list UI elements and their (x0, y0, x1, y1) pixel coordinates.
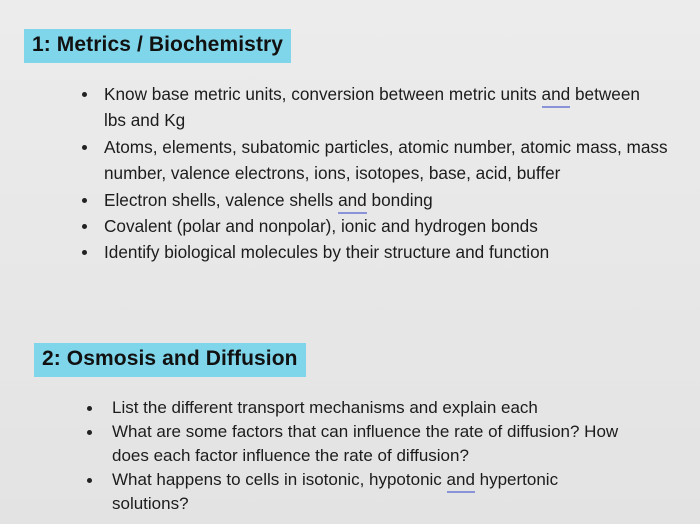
section-1-title: 1: Metrics / Biochemistry (24, 29, 291, 63)
list-item (104, 187, 698, 213)
item-text-end: bonding (366, 190, 433, 210)
underlined-word: and (338, 190, 367, 210)
item-text-end: hypertonic solutions? (112, 470, 559, 513)
item-text-end: between lbs and Kg (104, 84, 640, 130)
underlined-word: and (446, 470, 475, 489)
underlined-word: and (541, 84, 571, 104)
list-item (112, 420, 652, 468)
bullet-icon (87, 478, 92, 483)
section-2-topic-list (112, 396, 692, 516)
bullet-icon (82, 224, 87, 229)
list-item (104, 134, 698, 186)
item-text: Identify biological molecules by their structure and function (104, 242, 550, 262)
item-text: Atoms, elements, subatomic particles, atomic number, atomic mass, mass number, valence electrons, ions, isotopes, base, acid, buffer (104, 137, 668, 183)
section-2-title: 2: Osmosis and Diffusion (34, 343, 306, 377)
section-1-topic-list (104, 81, 698, 265)
bullet-icon (87, 406, 92, 411)
list-item (104, 239, 698, 265)
list-item (112, 468, 627, 516)
item-text-start: Know base metric units, conversion between metric units (104, 84, 542, 104)
item-text: List the different transport mechanisms and explain each (112, 398, 538, 417)
item-text-start: What happens to cells in isotonic, hypotonic (112, 470, 447, 489)
list-item (112, 396, 692, 420)
bullet-icon (82, 250, 87, 255)
list-item (104, 81, 664, 133)
item-text-start: Electron shells, valence shells (104, 190, 339, 210)
bullet-icon (82, 198, 87, 203)
bullet-icon (82, 145, 87, 150)
bullet-icon (82, 92, 87, 97)
item-text: Covalent (polar and nonpolar), ionic and hydrogen bonds (104, 216, 538, 236)
list-item (104, 213, 698, 239)
bullet-icon (87, 430, 92, 435)
item-text: What are some factors that can influence the rate of diffusion? How does each factor influence the rate of diffusion? (112, 422, 619, 465)
